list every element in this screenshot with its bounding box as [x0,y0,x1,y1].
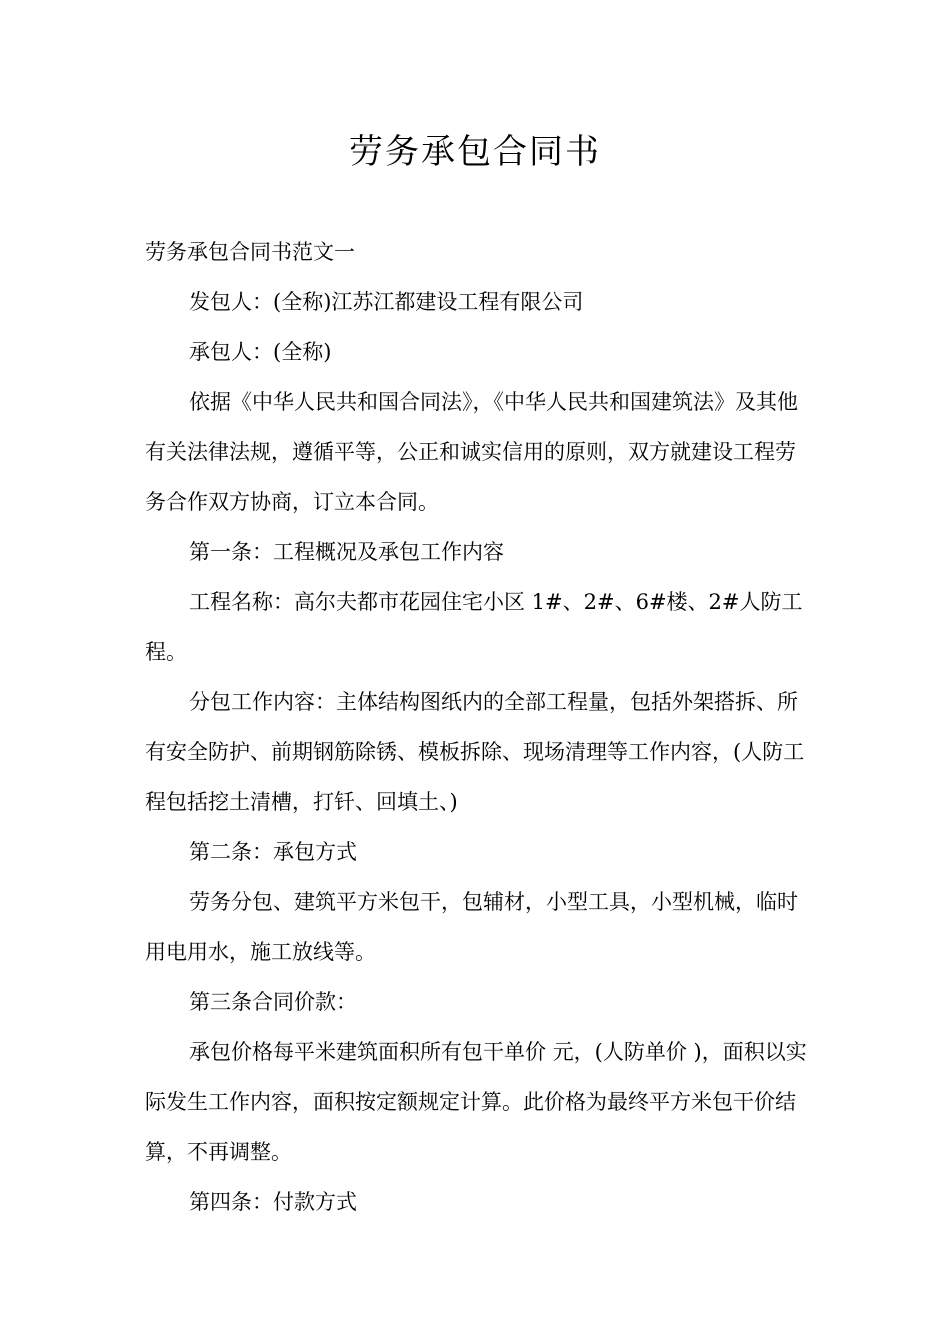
paragraph: 依据《中华人民共和国合同法》，《中华人民共和国建筑法》及其他有关法律法规，遵循平等，公正和诚实信用的原则，双方就建设工程劳务合作双方协商，订立本合同。 [145,390,798,514]
paragraph: 分包工作内容：主体结构图纸内的全部工程量，包括外架搭拆、所有安全防护、前期钢筋除锈、模板拆除、现场清理等工作内容，(人防工程包括挖土清槽，打钎、回填土、) [145,690,805,814]
paragraph: 第四条：付款方式 [189,1190,357,1214]
paragraph: 第三条合同价款： [189,990,357,1014]
paragraph: 承包价格每平米建筑面积所有包干单价 元，(人防单价 )，面积以实际发生工作内容，面积按定额规定计算。此价格为最终平方米包干价结算，不再调整。 [145,1040,807,1164]
paragraph: 工程名称：高尔夫都市花园住宅小区 1#、2#、6#楼、2#人防工程。 [145,590,803,664]
paragraph: 第一条：工程概况及承包工作内容 [189,540,504,564]
paragraph: 劳务承包合同书范文一 [145,240,355,264]
document-body [145,227,815,1227]
paragraph: 劳务分包、建筑平方米包干，包辅材，小型工具，小型机械，临时用电用水，施工放线等。 [145,890,798,964]
document-title: 劳务承包合同书 [349,132,601,172]
paragraph: 承包人：(全称) [189,340,332,364]
paragraph: 发包人：(全称)江苏江都建设工程有限公司 [189,290,584,314]
paragraph: 第二条：承包方式 [189,840,357,864]
